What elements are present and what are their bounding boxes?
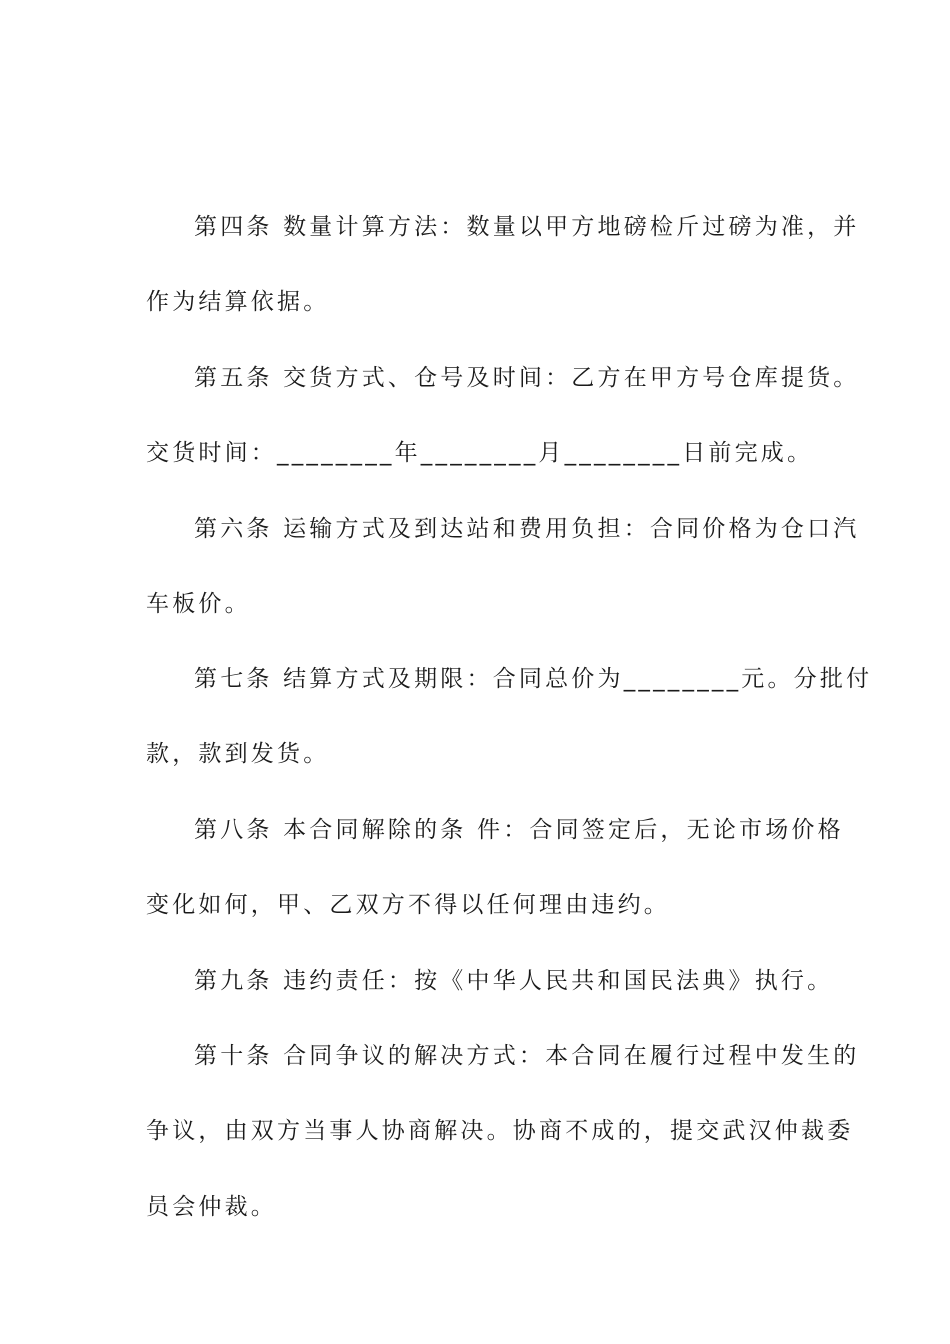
article-8-line-1: 第八条 本合同解除的条 件：合同签定后，无论市场价格 bbox=[194, 817, 844, 843]
article-9-line-1: 第九条 违约责任：按《中华人民共和国民法典》执行。 bbox=[194, 968, 834, 994]
article-5-line-1: 第五条 交货方式、仓号及时间：乙方在甲方号仓库提货。 bbox=[194, 365, 860, 391]
article-5-line-2: 交货时间：________年________月________日前完成。 bbox=[146, 440, 814, 466]
article-10-line-3: 员会仲裁。 bbox=[146, 1194, 277, 1220]
article-10-line-2: 争议，由双方当事人协商解决。协商不成的，提交武汉仲裁委 bbox=[146, 1118, 854, 1144]
article-7-line-1: 第七条 结算方式及期限：合同总价为________元。分批付 bbox=[194, 666, 873, 692]
article-4-line-2: 作为结算依据。 bbox=[146, 289, 330, 315]
article-8-line-2: 变化如何，甲、乙双方不得以任何理由违约。 bbox=[146, 892, 670, 918]
article-4-line-1: 第四条 数量计算方法：数量以甲方地磅检斤过磅为准，并 bbox=[194, 214, 860, 240]
article-10-line-1: 第十条 合同争议的解决方式：本合同在履行过程中发生的 bbox=[194, 1043, 860, 1069]
article-6-line-2: 车板价。 bbox=[146, 591, 251, 617]
article-6-line-1: 第六条 运输方式及到达站和费用负担：合同价格为仓口汽 bbox=[194, 516, 860, 542]
article-7-line-2: 款，款到发货。 bbox=[146, 741, 330, 767]
